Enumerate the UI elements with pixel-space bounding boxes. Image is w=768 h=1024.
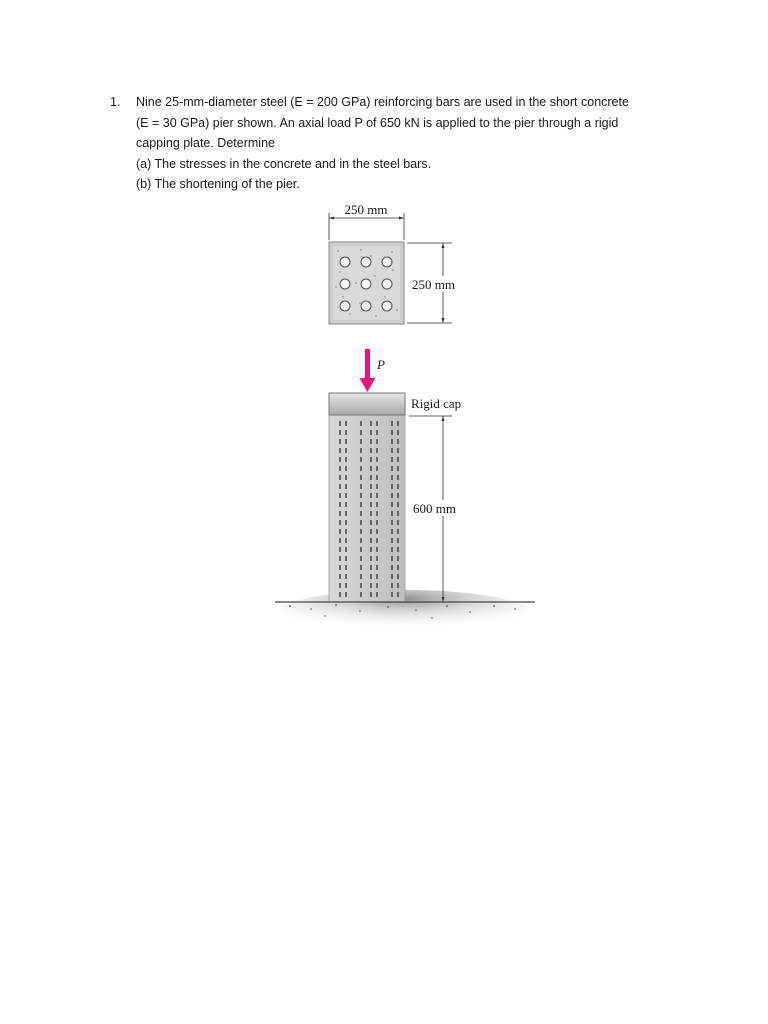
cross-section-view	[329, 202, 474, 324]
problem-line-3: capping plate. Determine	[136, 136, 275, 150]
top-width-label: 250 mm	[344, 202, 388, 217]
rigid-cap	[329, 393, 405, 415]
elevation-view	[275, 349, 535, 634]
side-width-label: 250 mm	[412, 277, 455, 292]
height-label: 600 mm	[413, 501, 456, 516]
rebar-grid	[340, 257, 392, 311]
problem-number: 1.	[110, 95, 121, 109]
load-label: P	[377, 357, 385, 372]
problem-line-1: Nine 25-mm-diameter steel (E = 200 GPa) reinforcing bars are used in the short concrete	[136, 95, 629, 109]
problem-line-5: (b) The shortening of the pier.	[136, 177, 300, 191]
problem-line-2: (E = 30 GPa) pier shown. An axial load P of 650 kN is applied to the pier through a rigid	[136, 115, 619, 130]
problem-line-4: (a) The stresses in the concrete and in the steel bars.	[136, 156, 432, 171]
top-width-dimension	[329, 213, 404, 240]
cap-label: Rigid cap	[411, 396, 462, 411]
load-arrow	[360, 349, 376, 392]
